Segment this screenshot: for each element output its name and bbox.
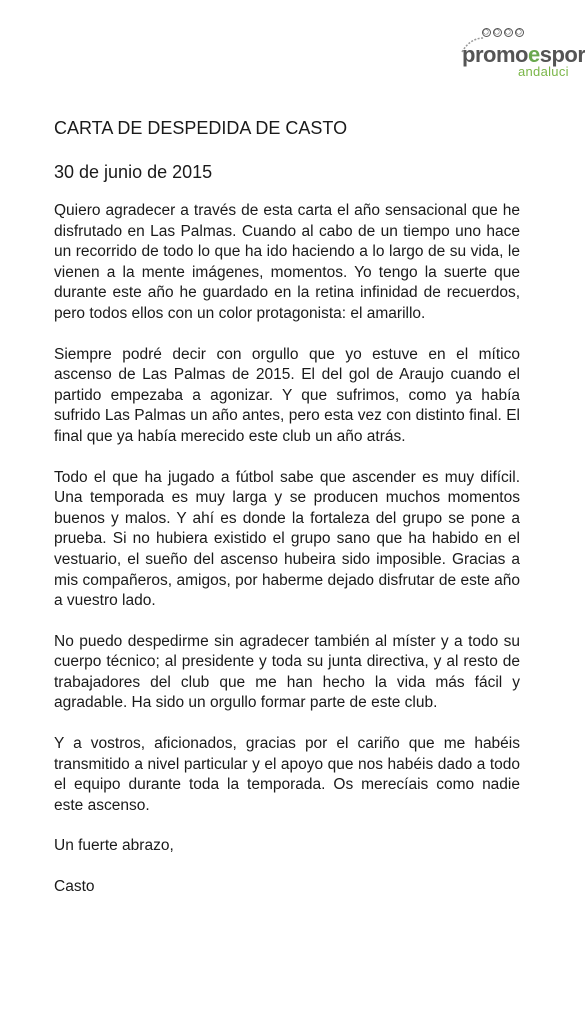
- promoesport-logo: [460, 28, 585, 79]
- letter-sign-off: Un fuerte abrazo,: [54, 837, 174, 855]
- logo-region: andaluci: [518, 64, 569, 79]
- letter-title: CARTA DE DESPEDIDA DE CASTO: [54, 118, 348, 138]
- letter-paragraph: Todo el que ha jugado a fútbol sabe que ascender es muy difícil. Una temporada es muy larga y se producen muchos momentos buenos y malos. Y ahí es donde la fortaleza del grupo se pone a prueba. Si no hubiera existido el grupo sano que ha habido en el vestuario, el sueño del ascenso hubeira sido imposible. Gracias a mis compañeros, amigos, por haberme dejado disfrutar de este año a vuestro lado.: [54, 468, 520, 610]
- soccer-ball-icon: [504, 28, 513, 37]
- letter-paragraph: Y a vostros, aficionados, gracias por el cariño que me habéis transmitido a nivel particular y el apoyo que nos habéis dado a todo el equipo durante toda la temporada. Os merecíais como nadie este ascenso.: [54, 735, 520, 814]
- letter: [54, 116, 520, 898]
- soccer-ball-icon: [515, 28, 524, 37]
- logo-brand-name: promoespor: [462, 42, 585, 67]
- letter-paragraph: No puedo despedirme sin agradecer también al míster y a todo su cuerpo técnico; al presidente y toda su junta directiva, y al resto de trabajadores del club que me han hecho la vida más fácil y agradable. Ha sido un orgullo formar parte de este club.: [54, 632, 520, 712]
- letter-date: 30 de junio de 2015: [54, 162, 213, 182]
- letter-paragraph: Siempre podré decir con orgullo que yo estuve en el mítico ascenso de Las Palmas de 2015. El del gol de Araujo cuando el partido empezaba a agonizar. Y que sufrimos, como ya había sufrido Las Palmas un año antes, pero esta vez con distinto final. El final que ya había merecido este club un año atrás.: [54, 345, 520, 445]
- letter-signature: Casto: [54, 878, 95, 896]
- letter-paragraph: Quiero agradecer a través de esta carta el año sensacional que he disfrutado en Las Palmas. Cuando al cabo de un tiempo uno hace un recorrido de todo lo que ha ido haciendo a lo largo de su vida, le vienen a la mente imágenes, momentos. Yo tengo la suerte que durante este año he guardado en la retina infinidad de recuerdos, pero todos ellos con un color protagonista: el amarillo.: [54, 202, 520, 322]
